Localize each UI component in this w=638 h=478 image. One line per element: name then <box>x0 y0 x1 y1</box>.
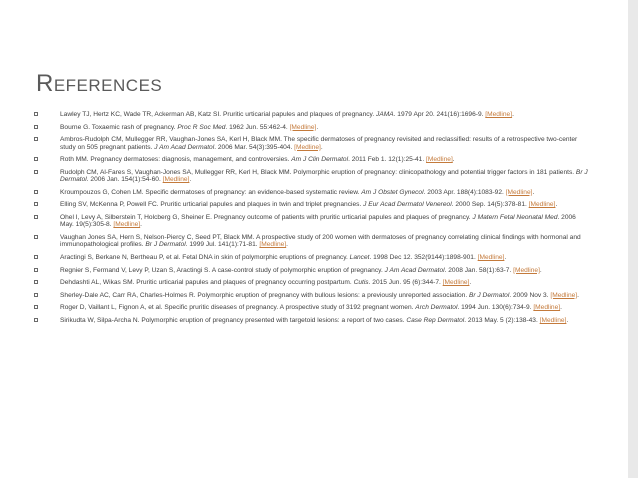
square-bullet-icon <box>34 268 38 272</box>
reference-item <box>34 267 589 274</box>
citation-details: . 1962 Jun. 55:462-4. <box>225 123 290 131</box>
journal-name: J Matern Fetal Neonatal Med <box>472 213 558 221</box>
square-bullet-icon <box>34 235 38 239</box>
reference-text: Aractingi S, Berkane N, Bertheau P, et al. Fetal DNA in skin of polymorphic eruptions of pregnancy. <box>60 253 350 261</box>
reference-text: Sherley-Dale AC, Carr RA, Charles-Holmes R. Polymorphic eruption of pregnancy with bullous lesions: a previously unreported association. <box>60 291 469 299</box>
reference-item <box>34 234 589 249</box>
reference-end: . <box>189 176 192 184</box>
reference-text: Sirikudta W, Silpa-Archa N. Polymorphic eruption of pregnancy presented with targetoid lesions: a report of two cases. <box>60 316 407 324</box>
medline-link[interactable]: [Medline] <box>477 253 505 261</box>
reference-item <box>34 124 589 131</box>
reference-end: . <box>320 143 323 151</box>
slide-edge-bar <box>628 0 638 478</box>
citation-details: . 1999 Jul. 141(1):71-81. <box>185 241 260 249</box>
journal-name: Br J Dermatol <box>60 168 588 184</box>
citation-details: . 2006 May. 19(5):305-8. <box>60 213 576 229</box>
reference-text: Regnier S, Fermand V, Levy P, Uzan S, Aractingi S. A case-control study of polymorphic eruption of pregnancy. <box>60 266 385 274</box>
reference-end: . <box>566 316 569 324</box>
journal-name: Case Rep Dermatol <box>406 316 465 324</box>
journal-name: Br J Dermatol <box>469 291 510 299</box>
reference-end: . <box>577 291 579 299</box>
square-bullet-icon <box>34 255 38 259</box>
reference-text: Lawley TJ, Hertz KC, Wade TR, Ackerman AB, Katz SI. Pruritic urticarial papules and plaques of pregnancy. <box>60 111 377 118</box>
journal-name: Cutis <box>353 279 369 287</box>
reference-end: . <box>532 188 535 196</box>
reference-end: . <box>316 123 319 131</box>
medline-link[interactable]: [Medline] <box>294 143 321 151</box>
reference-item <box>34 189 589 196</box>
square-bullet-icon <box>34 215 38 219</box>
medline-link[interactable]: [Medline] <box>259 241 287 249</box>
journal-name: Arch Dermatol <box>415 304 458 312</box>
medline-link[interactable]: [Medline] <box>485 111 513 118</box>
reference-end: . <box>286 241 289 249</box>
square-bullet-icon <box>34 157 38 161</box>
reference-item <box>34 156 589 163</box>
reference-text: Roger D, Vaillant L, Fignon A, et al. Specific pruritic diseases of pregnancy. A prospective study of 3192 pregnant women. <box>60 304 416 312</box>
medline-link[interactable]: [Medline] <box>113 221 141 229</box>
square-bullet-icon <box>34 125 38 129</box>
square-bullet-icon <box>34 202 38 206</box>
journal-name: J Am Acad Dermatol <box>384 266 445 274</box>
citation-details: . 2006 Mar. 54(3):395-404. <box>214 143 295 151</box>
medline-link[interactable]: [Medline] <box>550 291 578 299</box>
square-bullet-icon <box>34 293 38 297</box>
reference-item <box>34 169 589 184</box>
journal-name: Am J Clin Dermatol <box>291 156 349 164</box>
reference-item <box>34 111 589 118</box>
journal-name: J Am Acad Dermatol <box>154 143 215 151</box>
medline-link[interactable]: [Medline] <box>528 201 556 209</box>
citation-details: . 1998 Dec 12. 352(9144):1898-901. <box>369 253 478 261</box>
citation-details: . 2013 May. 5 (2):138-43. <box>464 316 540 324</box>
medline-link[interactable]: [Medline] <box>442 279 470 287</box>
citation-details: . 2009 Nov 3. <box>509 291 551 299</box>
reference-end: . <box>555 201 558 209</box>
reference-end: . <box>452 156 455 164</box>
journal-name: JAMA <box>376 111 394 118</box>
square-bullet-icon <box>34 318 38 322</box>
citation-details: . 2006 Jan. 154(1):54-60. <box>86 176 163 184</box>
reference-text: Kroumpouzos G, Cohen LM. Specific dermatoses of pregnancy: an evidence-based systematic review. <box>60 188 362 196</box>
reference-text: Ambros-Rudolph CM, Mullegger RR, Vaughan-Jones SA, Kerl H, Black MM. The specific dermatoses of pregnancy revisited and reclassified: results of a retrospective two-center study on 505 pregnant patients. <box>60 136 578 151</box>
reference-item <box>34 214 589 229</box>
citation-details: . 2008 Jan. 58(1):63-7. <box>444 266 514 274</box>
reference-end: . <box>560 304 562 312</box>
medline-link[interactable]: [Medline] <box>505 188 533 196</box>
citation-details: . 2011 Feb 1. 12(1):25-41. <box>348 156 427 164</box>
journal-name: Br J Dermatol <box>145 241 186 249</box>
reference-text: Dehdashti AL, Wikas SM. Pruritic urticarial papules and plaques of pregnancy occurring postpartum. <box>60 279 354 287</box>
citation-details: . 2015 Jun. 95 (6):344-7. <box>368 279 443 287</box>
reference-item <box>34 317 589 324</box>
reference-text: Roth MM. Pregnancy dermatoses: diagnosis, management, and controversies. <box>60 156 292 164</box>
reference-text: Rudolph CM, Al-Fares S, Vaughan-Jones SA, Mullegger RR, Kerl H, Black MM. Polymorphic eruption of pregnancy: clinicopathology and potential trigger factors in 181 patients. <box>60 168 576 176</box>
square-bullet-icon <box>34 280 38 284</box>
journal-name: Am J Obstet Gynecol <box>361 188 424 196</box>
medline-link[interactable]: [Medline] <box>162 176 190 184</box>
medline-link[interactable]: [Medline] <box>513 266 540 274</box>
reference-end: . <box>539 266 542 274</box>
reference-item <box>34 201 589 208</box>
citation-details: . 1979 Apr 20. 241(16):1696-9. <box>393 111 486 118</box>
citation-details: . 1994 Jun. 130(6):734-9. <box>457 304 534 312</box>
citation-details: . 2000 Sep. 14(5):378-81. <box>451 201 529 209</box>
journal-name: Lancet <box>349 253 370 261</box>
reference-end: . <box>504 253 507 261</box>
reference-text: Ohel I, Levy A, Silberstein T, Holcberg G, Sheiner E. Pregnancy outcome of patients with pruritic urticarial papules and plaques of pregnancy. <box>60 213 473 221</box>
reference-text: Elling SV, McKenna P, Powell FC. Pruritic urticarial papules and plaques in twin and triplet pregnancies. <box>60 201 364 209</box>
reference-end: . <box>140 221 142 229</box>
reference-item <box>34 279 589 286</box>
reference-item <box>34 304 589 311</box>
reference-item <box>34 254 589 261</box>
journal-name: Proc R Soc Med <box>177 123 226 131</box>
reference-end: . <box>512 111 514 118</box>
reference-item <box>34 136 589 151</box>
square-bullet-icon <box>34 137 38 141</box>
square-bullet-icon <box>34 190 38 194</box>
medline-link[interactable]: [Medline] <box>426 156 453 164</box>
medline-link[interactable]: [Medline] <box>533 304 561 312</box>
medline-link[interactable]: [Medline] <box>539 316 567 324</box>
square-bullet-icon <box>34 170 38 174</box>
reference-item <box>34 292 589 299</box>
journal-name: J Eur Acad Dermatol Venereol <box>363 201 452 209</box>
page-title: References <box>36 70 163 97</box>
reference-end: . <box>469 279 472 287</box>
square-bullet-icon <box>34 112 38 116</box>
reference-list <box>34 111 589 330</box>
medline-link[interactable]: [Medline] <box>289 123 317 131</box>
citation-details: . 2003 Apr. 188(4):1083-92. <box>423 188 506 196</box>
reference-text: Bourne G. Toxaemic rash of pregnancy. <box>60 123 178 131</box>
square-bullet-icon <box>34 305 38 309</box>
reference-text: Vaughan Jones SA, Hern S, Nelson-Piercy C, Seed PT, Black MM. A prospective study of 200 women with dermatoses of pregnancy correlating clinical findings with hormonal and immunopathological profiles. <box>60 233 581 249</box>
